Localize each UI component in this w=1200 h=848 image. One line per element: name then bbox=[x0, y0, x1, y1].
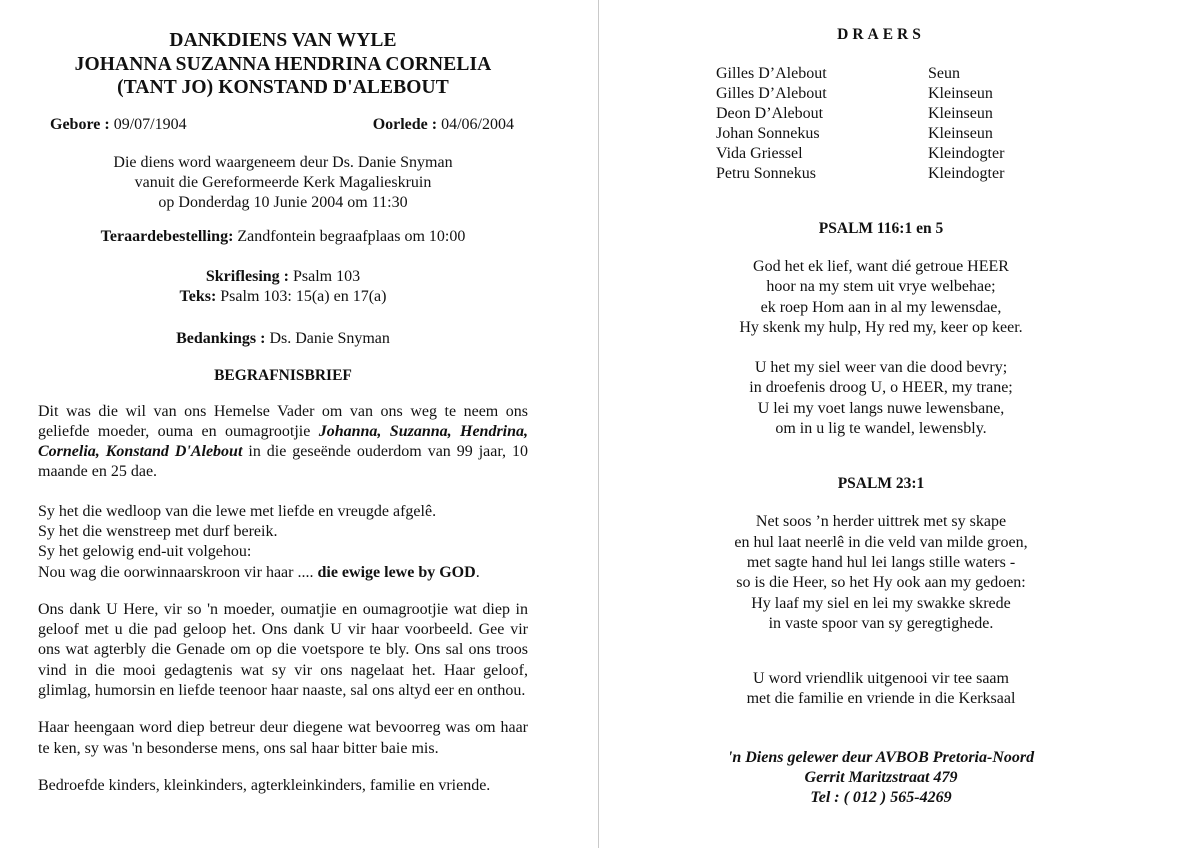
bearer-relation: Kleindogter bbox=[928, 165, 1005, 182]
bearers-title: DRAERS bbox=[837, 26, 925, 43]
verse-line: Hy laaf my siel en lei my swakke skrede bbox=[751, 594, 1011, 612]
title-line: DANKDIENS VAN WYLE bbox=[169, 30, 397, 51]
bearers-list bbox=[636, 64, 1126, 184]
text-text: Psalm 103: 15(a) en 17(a) bbox=[220, 287, 387, 305]
tea-invitation bbox=[636, 669, 1126, 710]
reading-text: Psalm 103 bbox=[293, 267, 361, 285]
service-line: op Donderdag 10 Junie 2004 om 11:30 bbox=[158, 193, 408, 211]
paragraph-line: Nou wag die oorwinnaarskroon vir haar .... die ewige lewe by GOD. bbox=[38, 563, 480, 581]
paragraph-text: in die geseënde ouderdom van 99 jaar, 10 maande en 25 dae. bbox=[38, 443, 529, 481]
bearer-relation: Kleinseun bbox=[928, 125, 993, 142]
bearer-name: Deon D’Alebout bbox=[716, 105, 824, 122]
page-fold-line bbox=[598, 0, 599, 848]
reading-info bbox=[38, 267, 528, 307]
bearer-row bbox=[636, 64, 1126, 84]
bearer-name: Gilles D’Alebout bbox=[716, 65, 827, 82]
bearer-name: Vida Griessel bbox=[716, 145, 803, 162]
bearer-relation: Kleindogter bbox=[928, 145, 1005, 162]
invite-line: met die familie en vriende in die Kerksaal bbox=[746, 690, 1016, 708]
service-line: vanuit die Gereformeerde Kerk Magalieskruin bbox=[134, 173, 432, 191]
reading-label: Skriflesing : bbox=[205, 267, 289, 285]
verse-line: en hul laat neerlê in die veld van milde groen, bbox=[734, 533, 1028, 551]
paragraph-line: Sy het gelowig end-uit volgehou: bbox=[38, 543, 252, 561]
bearer-name: Petru Sonnekus bbox=[716, 165, 816, 182]
verse-line: Hy skenk my hulp, Hy red my, keer op keer. bbox=[739, 318, 1023, 336]
burial-info bbox=[38, 227, 528, 247]
bearer-relation: Kleinseun bbox=[928, 105, 993, 122]
died-label: Oorlede : bbox=[372, 115, 438, 133]
verse-line: met sagte hand hul lei langs stille waters - bbox=[746, 553, 1016, 571]
verse-line: in droefenis droog U, o HEER, my trane; bbox=[749, 379, 1013, 397]
psalm-116-title: PSALM 116:1 en 5 bbox=[818, 220, 944, 237]
paragraph-line: Sy het die wenstreep met durf bereik. bbox=[38, 522, 278, 540]
paragraph-text: Nou wag die oorwinnaarskroon vir haar .... bbox=[38, 563, 314, 581]
bearer-row bbox=[636, 164, 1126, 184]
psalm-116-verse-2 bbox=[636, 358, 1126, 439]
verse-line: om in u lig te wandel, lewensbly. bbox=[775, 420, 987, 438]
psalm-116-verse-1 bbox=[636, 257, 1126, 338]
burial-label: Teraardebestelling: bbox=[100, 227, 234, 245]
letter-paragraph-5: Bedroefde kinders, kleinkinders, agterkleinkinders, familie en vriende. bbox=[38, 776, 491, 794]
verse-line: so is die Heer, so het Hy ook aan my gedoen: bbox=[736, 574, 1026, 592]
burial-text: Zandfontein begraafplaas om 10:00 bbox=[237, 227, 466, 245]
born-field bbox=[50, 116, 187, 134]
emphasis-text: die ewige lewe by GOD bbox=[317, 563, 476, 581]
footer-line: 'n Diens gelewer deur AVBOB Pretoria-Noord bbox=[727, 748, 1035, 766]
psalm-23-verse bbox=[636, 512, 1126, 634]
dates-row bbox=[38, 116, 528, 134]
paragraph-line: Sy het die wedloop van die lewe met liefde en vreugde afgelê. bbox=[38, 502, 437, 520]
service-info bbox=[38, 153, 528, 213]
left-page bbox=[38, 0, 528, 848]
bearer-row bbox=[636, 104, 1126, 124]
letter-paragraph-4: Haar heengaan word diep betreur deur diegene wat bevoorreg was om haar te ken, sy was 'n besonderse mens, ons sal haar bitter baie mis. bbox=[38, 719, 528, 757]
verse-line: U lei my voet langs nuwe lewensbane, bbox=[757, 399, 1005, 417]
footer-line: Gerrit Maritzstraat 479 bbox=[804, 768, 958, 786]
verse-line: in vaste spoor van sy geregtighede. bbox=[768, 614, 994, 632]
psalm-23-title: PSALM 23:1 bbox=[837, 475, 925, 493]
reading-line bbox=[38, 267, 528, 287]
died-field bbox=[373, 116, 514, 134]
thanks-info bbox=[38, 329, 528, 349]
invite-line: U word vriendlik uitgenooi vir tee saam bbox=[753, 670, 1009, 688]
title-line: (TANT JO) KONSTAND D'ALEBOUT bbox=[117, 77, 449, 98]
footer-line: Tel : ( 012 ) 565-4269 bbox=[810, 788, 952, 806]
right-page bbox=[636, 0, 1126, 848]
title-line: JOHANNA SUZANNA HENDRINA CORNELIA bbox=[74, 53, 492, 75]
verse-line: God het ek lief, want dié getroue HEER bbox=[753, 258, 1009, 275]
bearer-row bbox=[636, 144, 1126, 164]
letter-paragraph-3: Ons dank U Here, vir so 'n moeder, oumatjie en oumagrootjie wat diep in geloof met u die pad geloop het. Ons dank U vir haar voorbeeld. Gee vir ons wat agterbly die Genade om op die voetspore te bly. Ons sal ons troos vind in die mooi gedagtenis wat sy vir ons nagelaat het. Haar geloof, glimlag, humorsin en liefde teenoor haar naaste, sal ons altyd eer en onthou. bbox=[38, 600, 528, 700]
bearer-row bbox=[636, 84, 1126, 104]
text-line bbox=[38, 287, 528, 307]
verse-line: hoor na my stem uit vrye welbehae; bbox=[766, 278, 996, 296]
born-label: Gebore : bbox=[50, 115, 110, 133]
bearer-relation: Seun bbox=[928, 65, 960, 82]
verse-line: Net soos ’n herder uittrek met sy skape bbox=[755, 513, 1007, 531]
verse-line: U het my siel weer van die dood bevry; bbox=[754, 359, 1008, 377]
paragraph-text: Dit was die wil van ons Hemelse Vader om van ons weg te neem ons geliefde moeder, ouma en oumagrootjie bbox=[38, 402, 528, 440]
thanks-label: Bedankings : bbox=[176, 329, 266, 347]
thanks-text: Ds. Danie Snyman bbox=[269, 329, 390, 347]
died-date: 04/06/2004 bbox=[441, 115, 514, 133]
born-date: 09/07/1904 bbox=[113, 115, 187, 133]
letter-paragraph-1 bbox=[38, 402, 528, 483]
bearer-name: Johan Sonnekus bbox=[716, 125, 820, 142]
bearer-name: Gilles D’Alebout bbox=[716, 85, 827, 102]
verse-line: ek roep Hom aan in al my lewensdae, bbox=[760, 298, 1002, 316]
bearer-row bbox=[636, 124, 1126, 144]
text-label: Teks: bbox=[179, 287, 217, 305]
letter-paragraph-2 bbox=[38, 502, 528, 583]
deceased-name: Johanna, Suzanna, Hendrina, Cornelia, Konstand D'Alebout bbox=[38, 422, 529, 461]
bearer-relation: Kleinseun bbox=[928, 85, 993, 102]
service-line: Die diens word waargeneem deur Ds. Danie Snyman bbox=[113, 153, 453, 171]
page-title bbox=[38, 29, 528, 100]
funeral-service-footer bbox=[636, 748, 1126, 808]
letter-heading: BEGRAFNISBRIEF bbox=[214, 366, 352, 384]
